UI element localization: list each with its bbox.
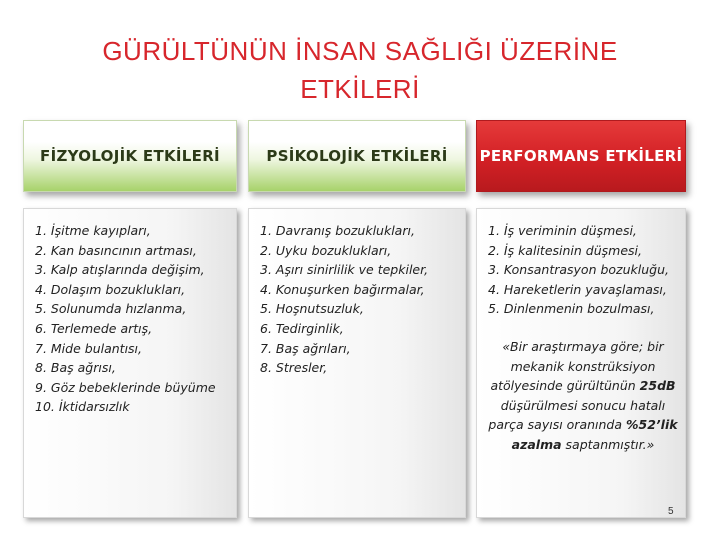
list-item: 3. Konsantrasyon bozukluğu, (488, 262, 669, 278)
psychological-effects-list (260, 221, 465, 378)
list-item: 2. İş kalitesinin düşmesi, (488, 242, 642, 258)
quote-text-part1: «Bir araştırmaya göre; bir mekanik konstrüksiyon atölyesinde gürültünün (490, 338, 664, 394)
research-quote (488, 337, 678, 455)
list-item: 5. Solunumda hızlanma, (35, 301, 187, 317)
list-item: 3. Kalp atışlarında değişim, (35, 262, 205, 278)
list-item: 5. Hoşnutsuzluk, (260, 301, 364, 317)
list-item: 2. Uyku bozuklukları, (260, 242, 392, 258)
performance-effects-box (476, 208, 686, 518)
slide-title (0, 32, 720, 108)
list-item: 4. Dolaşım bozuklukları, (35, 281, 186, 297)
list-item: 8. Baş ağrısı, (35, 360, 116, 376)
list-item: 6. Terlemede artış, (35, 320, 153, 336)
psychological-effects-box (248, 208, 466, 518)
header-physiological: FİZYOLOJİK ETKİLERİ (23, 120, 237, 192)
list-item: 8. Stresler, (260, 360, 328, 376)
quote-text-part2: düşürülmesi sonucu hatalı parça sayısı oranında (488, 397, 666, 433)
list-item: 6. Tedirginlik, (260, 320, 344, 336)
page-number: 5 (668, 506, 674, 517)
header-psychological: PSİKOLOJİK ETKİLERİ (248, 120, 466, 192)
slide-title-line1: GÜRÜLTÜNÜN İNSAN SAĞLIĞI ÜZERİNE (102, 36, 618, 66)
list-item: 2. Kan basıncının artması, (35, 242, 197, 258)
physiological-effects-box (23, 208, 237, 518)
performance-effects-list (488, 221, 685, 319)
list-item: 3. Aşırı sinirlilik ve tepkiler, (260, 262, 429, 278)
list-item: 5. Dinlenmenin bozulması, (488, 301, 655, 317)
list-item: 9. Göz bebeklerinde büyüme (35, 379, 216, 395)
physiological-effects-list (35, 221, 236, 417)
list-item: 4. Hareketlerin yavaşlaması, (488, 281, 667, 297)
quote-text-part3: saptanmıştır.» (561, 436, 655, 452)
list-item: 4. Konuşurken bağırmalar, (260, 281, 425, 297)
list-item: 10. İktidarsızlık (35, 399, 130, 415)
list-item: 7. Mide bulantısı, (35, 340, 143, 356)
list-item: 1. İşitme kayıpları, (35, 223, 151, 238)
quote-bold-reduction: %52’lik azalma (511, 417, 678, 452)
slide-title-line2: ETKİLERİ (300, 74, 420, 104)
list-item: 1. Davranış bozuklukları, (260, 223, 415, 238)
header-performance: PERFORMANS ETKİLERİ (476, 120, 686, 192)
list-item: 1. İş veriminin düşmesi, (488, 223, 637, 238)
quote-bold-25db: 25dB (639, 378, 676, 394)
list-item: 7. Baş ağrıları, (260, 340, 351, 356)
